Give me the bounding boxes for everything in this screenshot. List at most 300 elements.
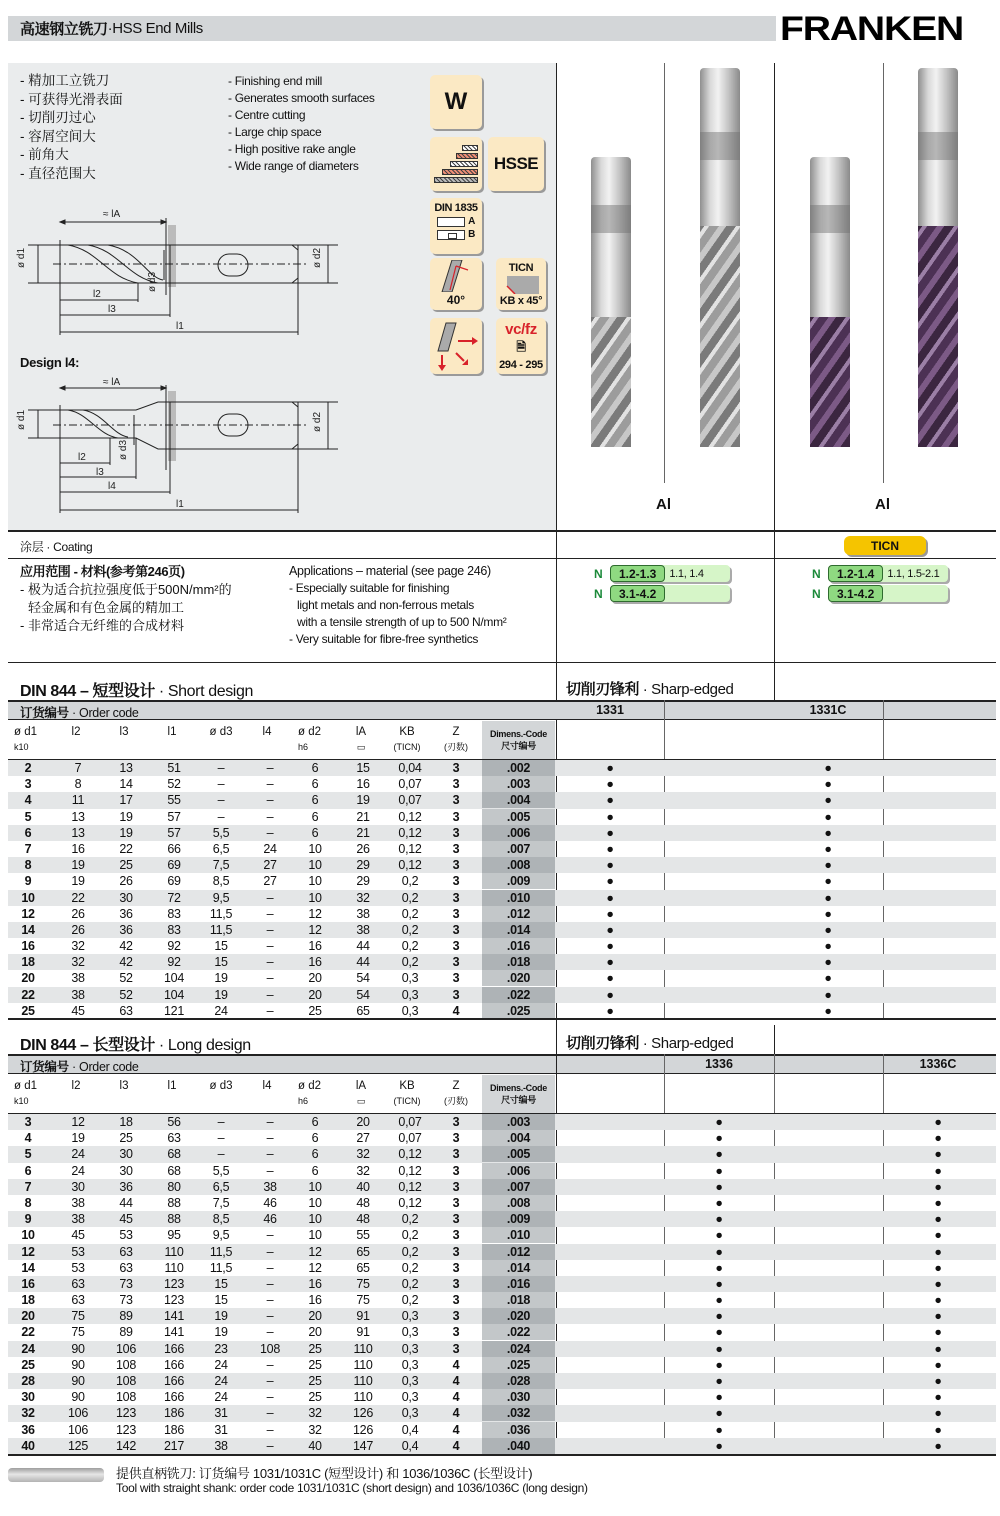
- table-row: [8, 1373, 996, 1389]
- cell-l1: 55: [167, 793, 181, 808]
- cell-l2: 106: [68, 1422, 88, 1437]
- cell-dim: .003: [482, 776, 555, 792]
- col-dimens-code: Dimens.-Code 尺寸编号: [482, 721, 555, 759]
- availability-dot-icon: ●: [824, 761, 832, 775]
- cell-l4: –: [266, 1406, 274, 1421]
- cell-d2: 16: [308, 939, 322, 954]
- divider: [883, 63, 884, 483]
- material-extra: 1.1, 1.4: [669, 567, 704, 580]
- cell-d1: 7: [24, 841, 32, 856]
- cell-l2: 75: [71, 1309, 85, 1324]
- table-row: [8, 809, 996, 825]
- cell-kb: 0,3: [401, 1309, 419, 1324]
- cell-la: 147: [353, 1438, 373, 1453]
- helix-angle-value: 40°: [446, 293, 466, 307]
- cell-la: 44: [356, 939, 370, 954]
- dim-la-label: ≈ lA: [103, 209, 121, 220]
- cell-dim: .024: [482, 1341, 555, 1357]
- cell-la: 38: [356, 906, 370, 921]
- availability-dot-icon: ●: [715, 1147, 723, 1162]
- cell-l2: 26: [71, 922, 85, 937]
- cell-l4: 27: [263, 874, 277, 889]
- feature-item: - Centre cutting: [228, 108, 306, 122]
- cell-l3: 14: [119, 777, 133, 792]
- cell-kb: 0,3: [401, 1325, 419, 1340]
- cell-l1: 66: [167, 841, 181, 856]
- cell-la: 32: [356, 1163, 370, 1178]
- cell-l4: 27: [263, 858, 277, 873]
- cell-l1: 83: [167, 906, 181, 921]
- cell-l1: 80: [167, 1179, 181, 1194]
- short-design-title-cn: DIN 844 – 短型设计: [20, 683, 155, 700]
- col-l3: l3: [119, 1080, 129, 1092]
- cell-l1: 95: [167, 1228, 181, 1243]
- cell-d1: 3: [24, 1115, 32, 1129]
- cell-l1: 51: [167, 761, 181, 775]
- cell-d3: 7,5: [212, 1195, 230, 1210]
- cell-l1: 92: [167, 955, 181, 970]
- material-group-row: [594, 585, 730, 602]
- availability-dot-icon: ●: [824, 955, 832, 970]
- material-extra: [665, 585, 673, 602]
- sharp-edged-cn: 切削刃锋利: [566, 681, 640, 698]
- availability-dot-icon: ●: [934, 1179, 942, 1194]
- table-row: [8, 776, 996, 792]
- cell-l4: 46: [263, 1212, 277, 1227]
- cell-l3: 18: [119, 1115, 133, 1129]
- availability-dot-icon: ●: [824, 858, 832, 873]
- availability-dot-icon: ●: [824, 922, 832, 937]
- col-d3: ø d3: [209, 1080, 233, 1092]
- availability-dot-icon: ●: [715, 1260, 723, 1275]
- cell-d2: 40: [308, 1438, 322, 1453]
- cell-dim: .028: [482, 1373, 555, 1389]
- cell-la: 55: [356, 1228, 370, 1243]
- cell-l3: 73: [119, 1276, 133, 1291]
- availability-dot-icon: ●: [715, 1325, 723, 1340]
- availability-dot-icon: ●: [606, 841, 614, 856]
- cell-dim: .005: [482, 809, 555, 825]
- cell-l1: 217: [164, 1438, 184, 1453]
- cell-d3: –: [217, 793, 225, 808]
- dim-l2-label: l2: [93, 289, 101, 300]
- availability-dot-icon: ●: [824, 793, 832, 808]
- cell-d2: 6: [311, 1115, 319, 1129]
- cell-l2: 24: [71, 1147, 85, 1162]
- col-l2: l2: [71, 1080, 81, 1092]
- feature-item: - 前角大: [20, 147, 69, 162]
- cell-l1: 92: [167, 939, 181, 954]
- feature-item: - Wide range of diameters: [228, 159, 359, 173]
- cell-l1: 72: [167, 890, 181, 905]
- shank-a-label: A: [468, 216, 475, 227]
- cell-z: 3: [452, 890, 460, 905]
- cell-d1: 16: [21, 1276, 35, 1291]
- cell-z: 3: [452, 939, 460, 954]
- brand-logo: FRANKEN: [780, 10, 964, 48]
- cell-kb: 0,12: [398, 858, 422, 873]
- cell-d3: 11,5: [209, 906, 233, 921]
- cell-z: 3: [452, 761, 460, 775]
- col-l4: l4: [262, 726, 272, 738]
- cell-dim: .003: [482, 1114, 555, 1130]
- availability-dot-icon: ●: [606, 761, 614, 775]
- cell-kb: 0,2: [401, 1293, 419, 1308]
- cell-l4: 108: [260, 1341, 280, 1356]
- cell-l4: –: [266, 825, 274, 840]
- availability-dot-icon: ●: [934, 1212, 942, 1227]
- design-l4-label: Design l4:: [20, 355, 80, 370]
- availability-dot-icon: ●: [934, 1195, 942, 1210]
- cell-l3: 30: [119, 1163, 133, 1178]
- dim-l3-label: l3: [108, 304, 116, 315]
- cell-l3: 44: [119, 1195, 133, 1210]
- availability-dot-icon: ●: [934, 1374, 942, 1388]
- cell-l3: 13: [119, 761, 133, 775]
- cell-dim: .007: [482, 841, 555, 857]
- material-class: N: [812, 566, 821, 581]
- feature-item: - High positive rake angle: [228, 142, 356, 156]
- cell-d2: 25: [308, 1341, 322, 1356]
- cell-l4: –: [266, 1147, 274, 1162]
- cell-d3: 19: [214, 1325, 228, 1340]
- availability-dot-icon: ●: [606, 777, 614, 792]
- cell-dim: .006: [482, 825, 555, 841]
- cell-l2: 11: [71, 793, 85, 808]
- divider: [8, 1018, 996, 1020]
- availability-dot-icon: ●: [715, 1390, 723, 1405]
- coating-ticn-badge: TICN: [844, 536, 926, 555]
- cell-z: 3: [452, 793, 460, 808]
- cell-d2: 20: [308, 971, 322, 986]
- availability-dot-icon: ●: [934, 1131, 942, 1146]
- table-row: [8, 1003, 996, 1019]
- cell-d1: 10: [21, 1228, 35, 1243]
- cell-l4: –: [266, 971, 274, 986]
- cell-l3: 30: [119, 1147, 133, 1162]
- table-row: [8, 922, 996, 938]
- cell-d3: 6,5: [212, 1179, 230, 1194]
- availability-dot-icon: ●: [715, 1115, 723, 1129]
- cell-l3: 63: [119, 1260, 133, 1275]
- cell-d1: 40: [21, 1438, 35, 1453]
- cell-d3: 31: [214, 1422, 228, 1437]
- cell-dim: .036: [482, 1422, 555, 1438]
- cell-l1: 141: [164, 1325, 184, 1340]
- cell-la: 16: [356, 777, 370, 792]
- long-design-title: [20, 1032, 251, 1055]
- cell-l1: 69: [167, 874, 181, 889]
- col-d3: ø d3: [209, 726, 233, 738]
- availability-dot-icon: ●: [824, 1003, 832, 1018]
- cell-d2: 10: [308, 841, 322, 856]
- availability-dot-icon: ●: [824, 906, 832, 921]
- chamfer-icon: [503, 276, 539, 294]
- table-row: [8, 1341, 996, 1357]
- cell-kb: 0,2: [401, 890, 419, 905]
- availability-dot-icon: ●: [824, 939, 832, 954]
- availability-dot-icon: ●: [606, 825, 614, 840]
- short-table-body: [8, 760, 996, 1019]
- helix-angle-icon: [436, 260, 476, 292]
- cell-d3: –: [217, 1115, 225, 1129]
- sharp-edged-en: · Sharp-edged: [639, 1035, 734, 1052]
- col-z: Z (刃数): [444, 726, 468, 752]
- cell-z: 3: [452, 922, 460, 937]
- cell-d3: –: [217, 1131, 225, 1146]
- availability-dot-icon: ●: [824, 874, 832, 889]
- cell-d1: 4: [24, 793, 32, 808]
- cell-dim: .022: [482, 1324, 555, 1340]
- cell-l1: 69: [167, 858, 181, 873]
- divider: [774, 63, 775, 703]
- cell-z: 4: [452, 1422, 460, 1437]
- cell-l3: 142: [116, 1438, 136, 1453]
- cell-d3: 8,5: [212, 874, 230, 889]
- application-line: with a tensile strength of up to 500 N/mm²: [297, 615, 507, 629]
- cell-l2: 63: [71, 1293, 85, 1308]
- cell-dim: .016: [482, 938, 555, 954]
- cell-d3: 15: [214, 1293, 228, 1308]
- cutting-direction-icon: [432, 321, 480, 371]
- cell-l3: 17: [119, 793, 133, 808]
- table-row: [8, 1308, 996, 1324]
- cell-d2: 12: [308, 1244, 322, 1259]
- features-cn: [20, 72, 123, 183]
- cell-dim: .007: [482, 1179, 555, 1195]
- cell-l2: 19: [71, 1131, 85, 1146]
- cell-d2: 10: [308, 1179, 322, 1194]
- cell-l2: 75: [71, 1325, 85, 1340]
- feature-item: - 切削刃过心: [20, 110, 96, 125]
- cell-l2: 125: [68, 1438, 88, 1453]
- order-code-label: 订货编号 · Order code: [20, 706, 139, 720]
- cell-kb: 0,07: [398, 793, 422, 808]
- cell-l1: 52: [167, 777, 181, 792]
- cell-z: 3: [452, 1163, 460, 1178]
- cell-l2: 12: [71, 1115, 85, 1129]
- availability-dot-icon: ●: [715, 1195, 723, 1210]
- cell-d2: 6: [311, 761, 319, 775]
- cell-dim: .016: [482, 1276, 555, 1292]
- availability-dot-icon: ●: [934, 1163, 942, 1178]
- table-row: [8, 938, 996, 954]
- availability-dot-icon: ●: [715, 1422, 723, 1437]
- cell-z: 3: [452, 1276, 460, 1291]
- cell-z: 4: [452, 1003, 460, 1018]
- cell-dim: .002: [482, 760, 555, 776]
- cell-kb: 0,07: [398, 777, 422, 792]
- material-class: N: [812, 586, 821, 601]
- cell-kb: 0,12: [398, 809, 422, 824]
- cell-l4: –: [266, 1131, 274, 1146]
- cell-dim: .040: [482, 1438, 555, 1454]
- availability-dot-icon: ●: [715, 1374, 723, 1388]
- availability-dot-icon: ●: [934, 1406, 942, 1421]
- cell-z: 3: [452, 1115, 460, 1129]
- cell-l3: 63: [119, 1244, 133, 1259]
- cell-d2: 6: [311, 809, 319, 824]
- order-code-label: 订货编号 · Order code: [20, 1060, 139, 1074]
- title-separator: ·: [107, 20, 113, 37]
- col-kb: KB (TICN): [393, 1080, 421, 1106]
- cell-d2: 20: [308, 1325, 322, 1340]
- feature-item: - Generates smooth surfaces: [228, 91, 375, 105]
- cell-l4: –: [266, 987, 274, 1002]
- cell-d1: 22: [21, 1325, 35, 1340]
- cell-d1: 18: [21, 955, 35, 970]
- cell-dim: .018: [482, 954, 555, 970]
- table-row: [8, 825, 996, 841]
- divider: [8, 1454, 996, 1456]
- cell-kb: 0,2: [401, 874, 419, 889]
- order-code-1336c: 1336C: [919, 1057, 957, 1071]
- cell-d1: 30: [21, 1390, 35, 1405]
- cell-kb: 0,12: [398, 1195, 422, 1210]
- cell-d2: 10: [308, 874, 322, 889]
- sharp-edged-title: [566, 678, 733, 699]
- dim-l4-label: l4: [108, 481, 116, 492]
- table-row: [8, 906, 996, 922]
- cell-l2: 63: [71, 1276, 85, 1291]
- cell-l2: 30: [71, 1179, 85, 1194]
- availability-dot-icon: ●: [606, 939, 614, 954]
- availability-dot-icon: ●: [934, 1438, 942, 1453]
- cell-l4: 24: [263, 841, 277, 856]
- availability-dot-icon: ●: [824, 777, 832, 792]
- cell-l2: 13: [71, 809, 85, 824]
- cell-l3: 19: [119, 825, 133, 840]
- availability-dot-icon: ●: [934, 1357, 942, 1372]
- din-label: DIN 1835: [434, 202, 478, 214]
- shank-b-icon: [437, 230, 465, 240]
- cell-l1: 57: [167, 809, 181, 824]
- material-extra: 1.1, 1.5-2.1: [887, 567, 940, 580]
- cell-dim: .005: [482, 1146, 555, 1162]
- cell-dim: .009: [482, 873, 555, 889]
- cell-l2: 90: [71, 1374, 85, 1388]
- cell-d2: 16: [308, 1276, 322, 1291]
- cell-l3: 26: [119, 874, 133, 889]
- cell-z: 4: [452, 1357, 460, 1372]
- cell-d3: 15: [214, 1276, 228, 1291]
- cell-dim: .004: [482, 792, 555, 808]
- cutting-data-pages: 294 - 295: [499, 359, 543, 371]
- availability-dot-icon: ●: [715, 1438, 723, 1453]
- cell-kb: 0,3: [401, 1003, 419, 1018]
- long-table-body: [8, 1114, 996, 1454]
- cell-z: 3: [452, 1147, 460, 1162]
- cell-l1: 88: [167, 1195, 181, 1210]
- short-design-title: [20, 678, 253, 701]
- availability-dot-icon: ●: [606, 890, 614, 905]
- cell-l4: –: [266, 777, 274, 792]
- col-d1: ø d1 k10: [14, 1080, 38, 1106]
- cell-la: 54: [356, 987, 370, 1002]
- divider: [8, 530, 996, 532]
- table-row: [8, 1146, 996, 1162]
- cell-l2: 106: [68, 1406, 88, 1421]
- page-header: [8, 16, 776, 41]
- cell-z: 3: [452, 777, 460, 792]
- cell-l3: 63: [119, 1003, 133, 1018]
- cell-dim: .012: [482, 906, 555, 922]
- cell-la: 110: [353, 1341, 373, 1356]
- tool-drawing-standard: [8, 200, 338, 340]
- availability-dot-icon: ●: [715, 1244, 723, 1259]
- availability-dot-icon: ●: [934, 1309, 942, 1324]
- cell-d1: 5: [24, 1147, 32, 1162]
- cell-l1: 141: [164, 1309, 184, 1324]
- cell-z: 3: [452, 841, 460, 856]
- availability-dot-icon: ●: [824, 890, 832, 905]
- cell-d1: 6: [24, 1163, 32, 1178]
- sharp-edged-title: [566, 1032, 733, 1053]
- table-row: [8, 873, 996, 889]
- cell-d3: 8,5: [212, 1212, 230, 1227]
- applications-cn: [20, 563, 232, 635]
- cell-l2: 38: [71, 971, 85, 986]
- table-row: [8, 1244, 996, 1260]
- feature-item: - Finishing end mill: [228, 74, 323, 88]
- cell-kb: 0,2: [401, 1244, 419, 1259]
- cell-dim: .025: [482, 1003, 555, 1019]
- divider: [8, 662, 996, 663]
- cell-l3: 108: [116, 1390, 136, 1405]
- cell-l3: 42: [119, 939, 133, 954]
- cell-l4: –: [266, 939, 274, 954]
- availability-dot-icon: ●: [934, 1147, 942, 1162]
- dim-d2-label: ø d2: [312, 411, 323, 432]
- cell-d2: 25: [308, 1003, 322, 1018]
- table-row: [8, 987, 996, 1003]
- cell-d2: 25: [308, 1374, 322, 1388]
- cell-l1: 186: [164, 1422, 184, 1437]
- cell-l4: –: [266, 761, 274, 775]
- cutting-data-badge: [496, 318, 546, 374]
- availability-dot-icon: ●: [715, 1131, 723, 1146]
- cell-d2: 10: [308, 858, 322, 873]
- col-dimens-code: Dimens.-Code 尺寸编号: [482, 1075, 555, 1113]
- cell-l1: 123: [164, 1293, 184, 1308]
- dim-l3-label: l3: [96, 467, 104, 478]
- cell-d3: 19: [214, 1309, 228, 1324]
- cell-d2: 16: [308, 1293, 322, 1308]
- availability-dot-icon: ●: [715, 1293, 723, 1308]
- availability-dot-icon: ●: [715, 1406, 723, 1421]
- col-z: Z (刃数): [444, 1080, 468, 1106]
- cell-kb: 0,2: [401, 906, 419, 921]
- availability-dot-icon: ●: [606, 874, 614, 889]
- cell-d2: 6: [311, 1163, 319, 1178]
- cell-dim: .025: [482, 1357, 555, 1373]
- cell-l4: –: [266, 1244, 274, 1259]
- availability-dot-icon: ●: [606, 955, 614, 970]
- cell-dim: .010: [482, 890, 555, 906]
- availability-dot-icon: ●: [934, 1115, 942, 1129]
- cell-l2: 8: [74, 777, 82, 792]
- cell-la: 29: [356, 858, 370, 873]
- cell-l2: 45: [71, 1228, 85, 1243]
- cell-kb: 0,04: [398, 761, 422, 775]
- cell-dim: .014: [482, 1260, 555, 1276]
- cell-z: 3: [452, 1212, 460, 1227]
- cell-d2: 6: [311, 1147, 319, 1162]
- application-line: - Very suitable for fibre-free synthetics: [289, 632, 479, 646]
- availability-dot-icon: ●: [934, 1390, 942, 1405]
- availability-dot-icon: ●: [934, 1341, 942, 1356]
- cell-kb: 0,3: [401, 1374, 419, 1388]
